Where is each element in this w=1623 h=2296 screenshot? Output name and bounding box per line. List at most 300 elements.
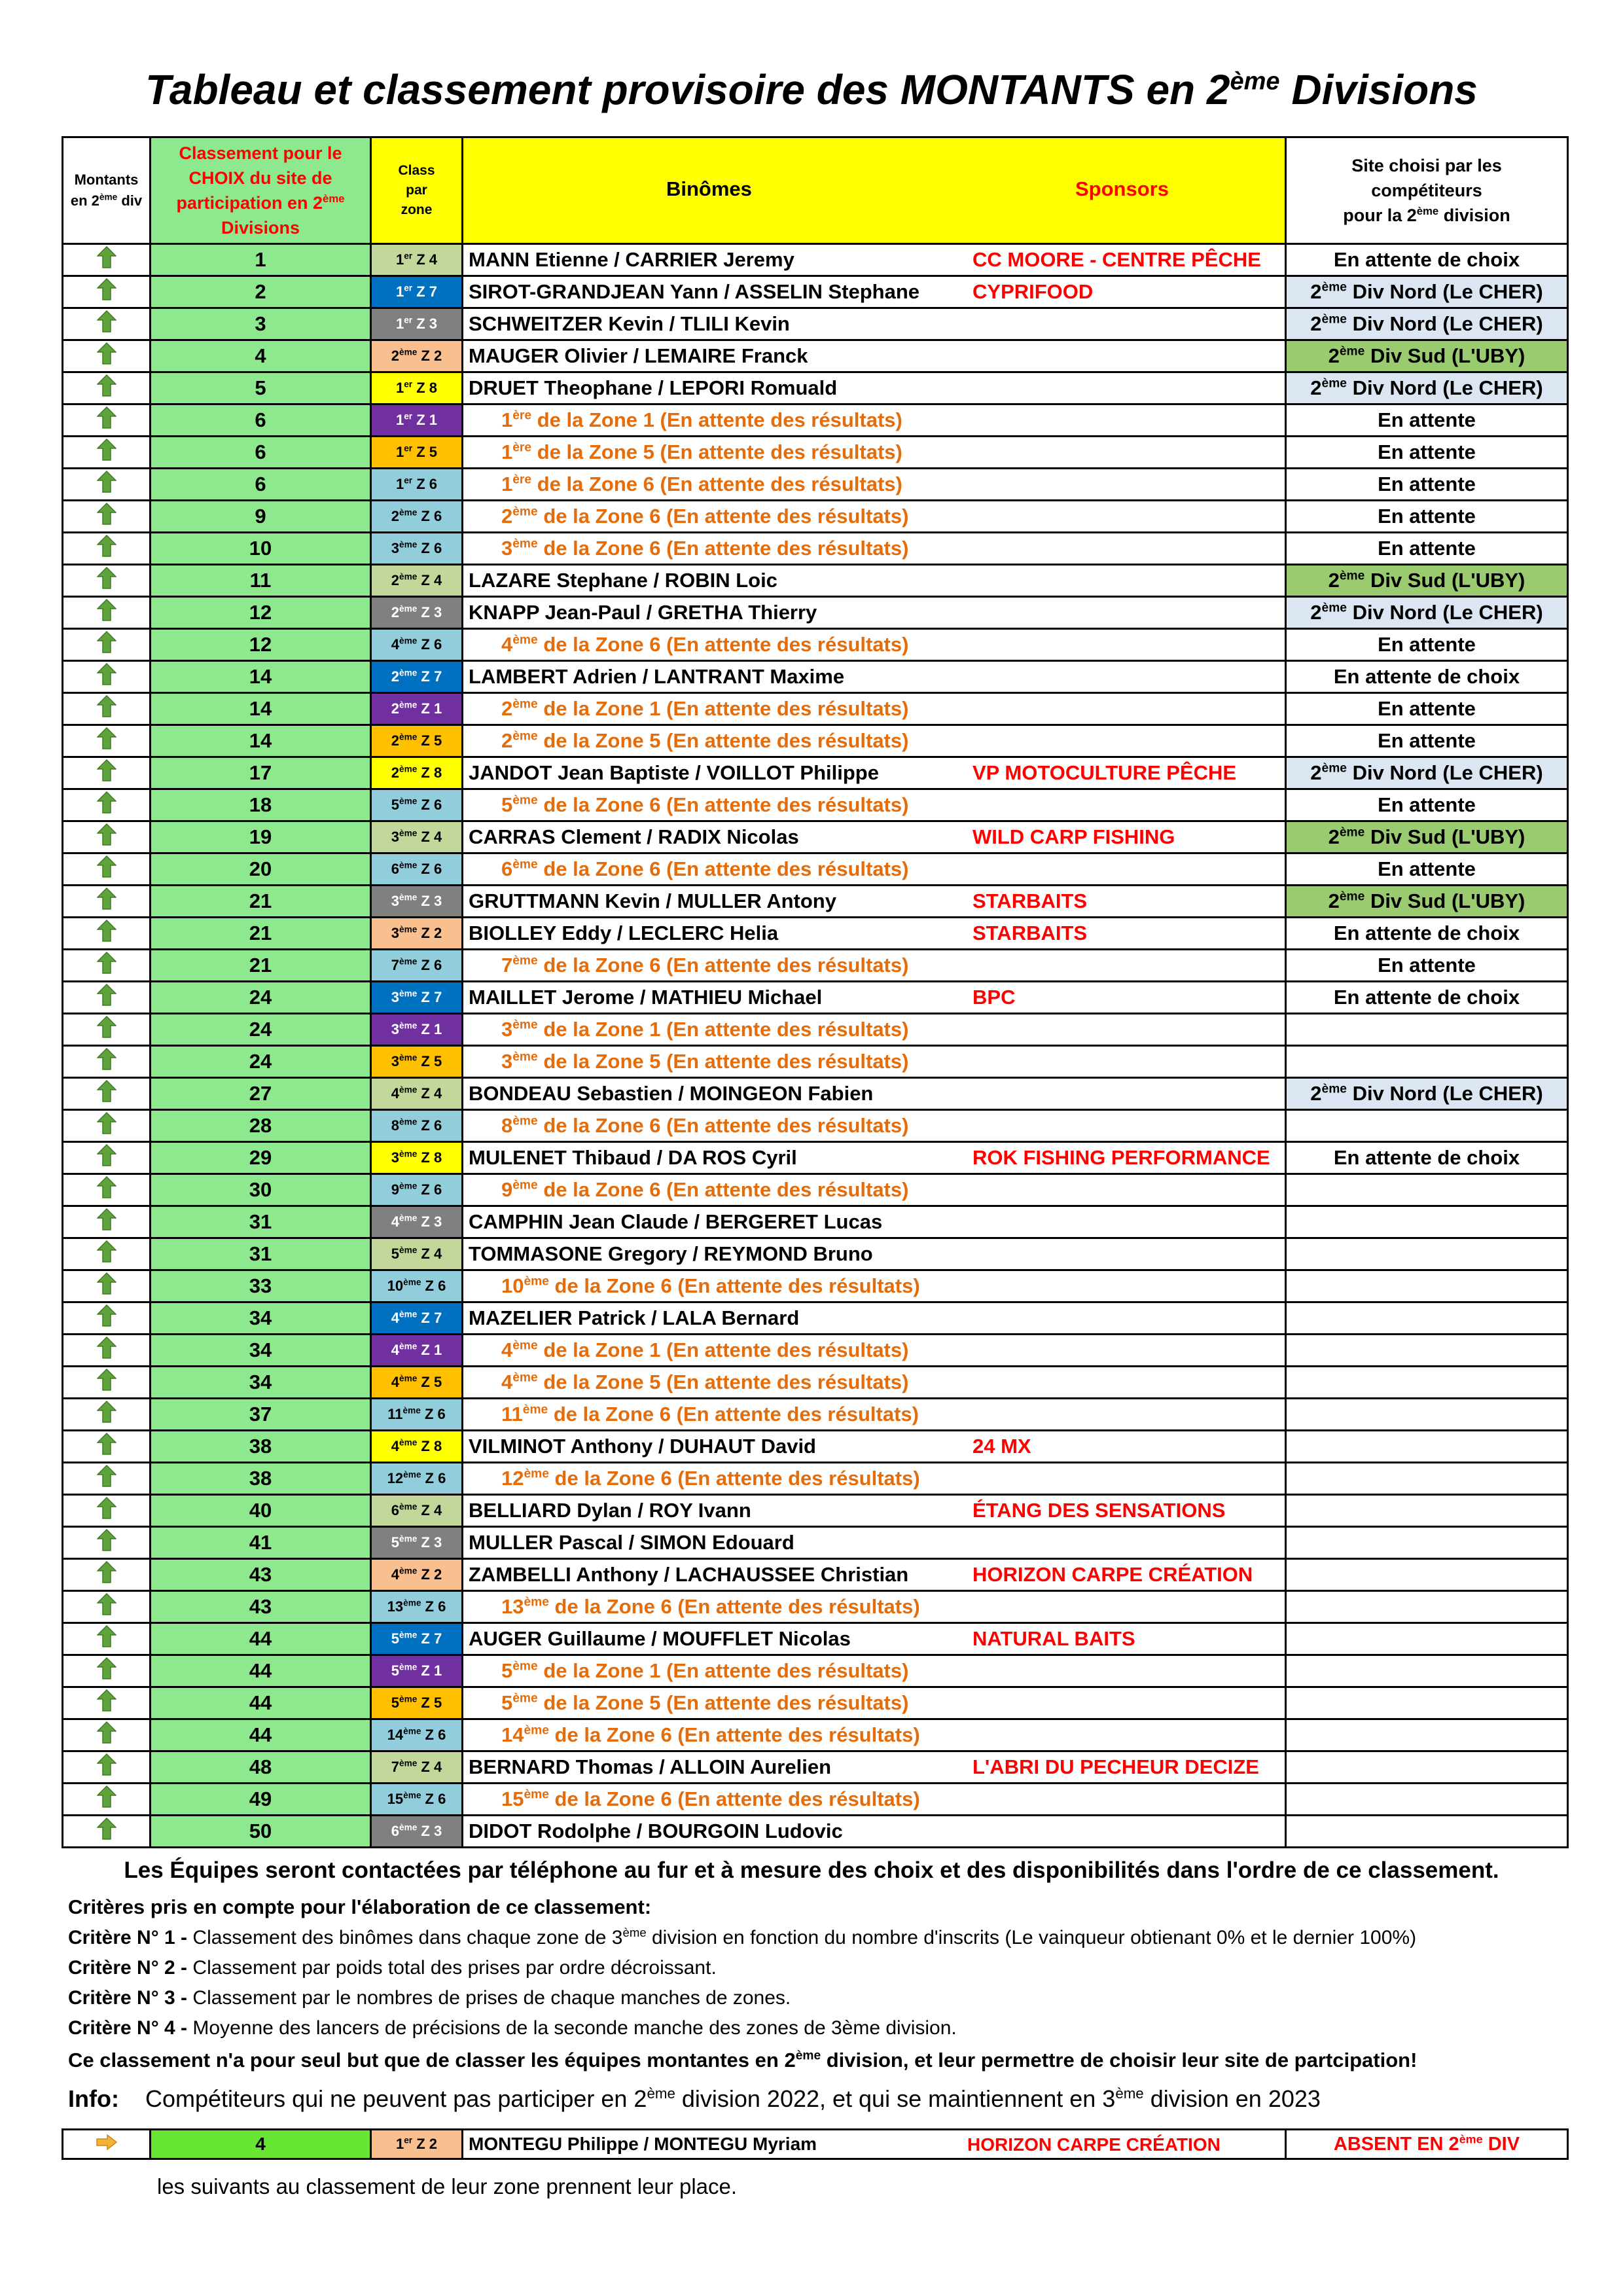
- binome-cell: ZAMBELLI Anthony / LACHAUSSEE Christian HORIZON CARPE CRÉATION: [463, 1559, 1286, 1591]
- zone-class-cell: 15ème Z 6: [371, 1784, 463, 1816]
- up-arrow-icon: [63, 918, 151, 950]
- up-arrow-icon: [63, 629, 151, 661]
- binome-cell: 5ème de la Zone 6 (En attente des résultats): [463, 789, 1286, 821]
- header-site-choisi: Site choisi par les compétiteurs pour la 2ème division: [1286, 137, 1568, 244]
- zone-class-cell: 2ème Z 6: [371, 501, 463, 533]
- site-choice-cell: [1286, 1302, 1568, 1335]
- rank-cell: 6: [151, 469, 371, 501]
- table-row: [63, 1142, 1568, 1174]
- page-title: Tableau et classement provisoire des MONTANTS en 2ème Divisions: [145, 66, 1478, 113]
- zone-class-cell: 2ème Z 8: [371, 757, 463, 789]
- table-row: [63, 1463, 1568, 1495]
- table-row: [63, 1655, 1568, 1687]
- table-row: [63, 1591, 1568, 1623]
- binome-cell: 13ème de la Zone 6 (En attente des résultats): [463, 1591, 1286, 1623]
- site-choice-cell: [1286, 1367, 1568, 1399]
- rank-cell: 27: [151, 1078, 371, 1110]
- table-row: [63, 340, 1568, 372]
- up-arrow-icon: [63, 1623, 151, 1655]
- up-arrow-icon: [63, 1367, 151, 1399]
- up-arrow-icon: [63, 1719, 151, 1751]
- site-choice-cell: [1286, 1559, 1568, 1591]
- site-choice-cell: [1286, 1174, 1568, 1206]
- table-row: [63, 372, 1568, 404]
- purpose-note: Ce classement n'a pour seul but que de classer les équipes montantes en 2ème division, et leur permettre de choisir leur site de partcipation!: [68, 2049, 1418, 2072]
- up-arrow-icon: [63, 821, 151, 853]
- zone-class-cell: 1er Z 4: [371, 244, 463, 276]
- binome-cell: 7ème de la Zone 6 (En attente des résultats): [463, 950, 1286, 982]
- table-row: [63, 308, 1568, 340]
- site-choice-cell: [1286, 1623, 1568, 1655]
- sponsor-label: L'ABRI DU PECHEUR DECIZE: [972, 1755, 1259, 1778]
- table-row: [63, 821, 1568, 853]
- binome-cell: 3ème de la Zone 1 (En attente des résultats): [463, 1014, 1286, 1046]
- up-arrow-icon: [63, 1302, 151, 1335]
- site-choice-cell: 2ème Div Nord (Le CHER): [1286, 276, 1568, 308]
- table-row: [63, 404, 1568, 437]
- up-arrow-icon: [63, 1078, 151, 1110]
- rank-cell: 14: [151, 725, 371, 757]
- up-arrow-icon: [63, 1784, 151, 1816]
- binome-cell: TOMMASONE Gregory / REYMOND Bruno: [463, 1238, 1286, 1270]
- binome-cell: 8ème de la Zone 6 (En attente des résultats): [463, 1110, 1286, 1142]
- absent-table: [62, 2128, 1569, 2160]
- table-row: [63, 565, 1568, 597]
- binome-cell: MULLER Pascal / SIMON Edouard: [463, 1527, 1286, 1559]
- binome-cell: JANDOT Jean Baptiste / VOILLOT Philippe VP MOTOCULTURE PÊCHE: [463, 757, 1286, 789]
- absent-row: [63, 2130, 1568, 2159]
- site-choice-cell: [1286, 1463, 1568, 1495]
- zone-class-cell: 4ème Z 5: [371, 1367, 463, 1399]
- up-arrow-icon: [63, 1751, 151, 1784]
- zone-class-cell: 11ème Z 6: [371, 1399, 463, 1431]
- rank-cell: 18: [151, 789, 371, 821]
- table-row: [63, 725, 1568, 757]
- binome-cell: 5ème de la Zone 5 (En attente des résultats): [463, 1687, 1286, 1719]
- table-row: [63, 1431, 1568, 1463]
- table-row: [63, 1784, 1568, 1816]
- zone-class-cell: 8ème Z 6: [371, 1110, 463, 1142]
- zone-class-cell: 2ème Z 7: [371, 661, 463, 693]
- binome-cell: 2ème de la Zone 1 (En attente des résultats): [463, 693, 1286, 725]
- criterion-line: Critère N° 1 - Classement des binômes dans chaque zone de 3ème division en fonction du nombre d'inscrits (Le vainqueur obtienant 0% et le dernier 100%): [68, 1926, 1417, 1948]
- binome-cell: DRUET Theophane / LEPORI Romuald: [463, 372, 1286, 404]
- rank-cell: 14: [151, 661, 371, 693]
- absent-sponsor: HORIZON CARPE CRÉATION: [967, 2134, 1221, 2155]
- table-row: [63, 1174, 1568, 1206]
- up-arrow-icon: [63, 950, 151, 982]
- up-arrow-icon: [63, 501, 151, 533]
- sponsor-label: CYPRIFOOD: [972, 280, 1094, 303]
- binome-cell: 14ème de la Zone 6 (En attente des résultats): [463, 1719, 1286, 1751]
- up-arrow-icon: [63, 276, 151, 308]
- zone-class-cell: 5ème Z 4: [371, 1238, 463, 1270]
- header-binomes: Binômes Sponsors: [463, 137, 1286, 244]
- up-arrow-icon: [63, 308, 151, 340]
- table-row: [63, 789, 1568, 821]
- table-row: [63, 1751, 1568, 1784]
- header-sponsors: Sponsors: [1075, 177, 1169, 200]
- table-row: [63, 1046, 1568, 1078]
- criterion-line: Critère N° 3 - Classement par le nombres de prises de chaque manches de zones.: [68, 1987, 791, 2009]
- table-row: [63, 1367, 1568, 1399]
- site-choice-cell: 2ème Div Sud (L'UBY): [1286, 340, 1568, 372]
- binome-cell: AUGER Guillaume / MOUFFLET Nicolas NATURAL BAITS: [463, 1623, 1286, 1655]
- zone-class-cell: 10ème Z 6: [371, 1270, 463, 1302]
- binome-cell: 9ème de la Zone 6 (En attente des résultats): [463, 1174, 1286, 1206]
- table-row: [63, 1495, 1568, 1527]
- rank-cell: 41: [151, 1527, 371, 1559]
- criteria-title: Critères pris en compte pour l'élaboration de ce classement:: [68, 1895, 652, 1918]
- site-choice-cell: En attente: [1286, 533, 1568, 565]
- up-arrow-icon: [63, 469, 151, 501]
- up-arrow-icon: [63, 1495, 151, 1527]
- up-arrow-icon: [63, 533, 151, 565]
- up-arrow-icon: [63, 1687, 151, 1719]
- binome-cell: BIOLLEY Eddy / LECLERC Helia STARBAITS: [463, 918, 1286, 950]
- binome-cell: GRUTTMANN Kevin / MULLER Antony STARBAITS: [463, 886, 1286, 918]
- site-choice-cell: [1286, 1687, 1568, 1719]
- ranking-rows: [63, 244, 1568, 1848]
- sponsor-label: STARBAITS: [972, 889, 1088, 912]
- table-row: [63, 469, 1568, 501]
- zone-class-cell: 3ème Z 6: [371, 533, 463, 565]
- zone-class-cell: 3ème Z 1: [371, 1014, 463, 1046]
- up-arrow-icon: [63, 789, 151, 821]
- rank-cell: 17: [151, 757, 371, 789]
- table-row: [63, 1687, 1568, 1719]
- up-arrow-icon: [63, 1431, 151, 1463]
- up-arrow-icon: [63, 886, 151, 918]
- table-row: [63, 693, 1568, 725]
- site-choice-cell: [1286, 1014, 1568, 1046]
- zone-class-cell: 6ème Z 4: [371, 1495, 463, 1527]
- rank-cell: 9: [151, 501, 371, 533]
- zone-class-cell: 1er Z 1: [371, 404, 463, 437]
- zone-class-cell: 7ème Z 6: [371, 950, 463, 982]
- rank-cell: 33: [151, 1270, 371, 1302]
- site-choice-cell: 2ème Div Sud (L'UBY): [1286, 565, 1568, 597]
- site-choice-cell: [1286, 1527, 1568, 1559]
- up-arrow-icon: [63, 1270, 151, 1302]
- table-row: [63, 757, 1568, 789]
- zone-class-cell: 1er Z 6: [371, 469, 463, 501]
- zone-class-cell: 6ème Z 6: [371, 853, 463, 886]
- table-row: [63, 1110, 1568, 1142]
- up-arrow-icon: [63, 661, 151, 693]
- binome-cell: BONDEAU Sebastien / MOINGEON Fabien: [463, 1078, 1286, 1110]
- site-choice-cell: En attente: [1286, 501, 1568, 533]
- site-choice-cell: [1286, 1784, 1568, 1816]
- table-row: [63, 1078, 1568, 1110]
- binome-cell: KNAPP Jean-Paul / GRETHA Thierry: [463, 597, 1286, 629]
- table-row: [63, 886, 1568, 918]
- site-choice-cell: En attente: [1286, 437, 1568, 469]
- site-choice-cell: [1286, 1110, 1568, 1142]
- site-choice-cell: 2ème Div Nord (Le CHER): [1286, 308, 1568, 340]
- zone-class-cell: 12ème Z 6: [371, 1463, 463, 1495]
- rank-cell: 38: [151, 1431, 371, 1463]
- table-row: [63, 1399, 1568, 1431]
- rank-cell: 50: [151, 1816, 371, 1848]
- rank-cell: 5: [151, 372, 371, 404]
- zone-class-cell: 2ème Z 4: [371, 565, 463, 597]
- rank-cell: 1: [151, 244, 371, 276]
- site-choice-cell: [1286, 1591, 1568, 1623]
- site-choice-cell: En attente de choix: [1286, 918, 1568, 950]
- site-choice-cell: En attente: [1286, 469, 1568, 501]
- rank-cell: 44: [151, 1687, 371, 1719]
- sponsor-label: CC MOORE - CENTRE PÊCHE: [972, 248, 1261, 271]
- rank-cell: 24: [151, 982, 371, 1014]
- up-arrow-icon: [63, 597, 151, 629]
- zone-class-cell: 4ème Z 4: [371, 1078, 463, 1110]
- site-choice-cell: 2ème Div Nord (Le CHER): [1286, 597, 1568, 629]
- table-row: [63, 501, 1568, 533]
- rank-cell: 14: [151, 693, 371, 725]
- site-choice-cell: [1286, 1816, 1568, 1848]
- table-row: [63, 1335, 1568, 1367]
- rank-cell: 48: [151, 1751, 371, 1784]
- binome-cell: MAILLET Jerome / MATHIEU Michael BPC: [463, 982, 1286, 1014]
- rank-cell: 10: [151, 533, 371, 565]
- binome-cell: 4ème de la Zone 5 (En attente des résultats): [463, 1367, 1286, 1399]
- rank-cell: 6: [151, 404, 371, 437]
- binome-cell: CARRAS Clement / RADIX Nicolas WILD CARP FISHING: [463, 821, 1286, 853]
- absent-rank: 4: [151, 2130, 371, 2159]
- up-arrow-icon: [63, 982, 151, 1014]
- up-arrow-icon: [63, 372, 151, 404]
- binome-cell: 11ème de la Zone 6 (En attente des résultats): [463, 1399, 1286, 1431]
- table-row: [63, 1719, 1568, 1751]
- table-row: [63, 661, 1568, 693]
- rank-cell: 31: [151, 1238, 371, 1270]
- table-row: [63, 918, 1568, 950]
- site-choice-cell: 2ème Div Sud (L'UBY): [1286, 886, 1568, 918]
- rank-cell: 21: [151, 918, 371, 950]
- rank-cell: 19: [151, 821, 371, 853]
- binome-cell: BERNARD Thomas / ALLOIN Aurelien L'ABRI DU PECHEUR DECIZE: [463, 1751, 1286, 1784]
- site-choice-cell: [1286, 1335, 1568, 1367]
- table-row: [63, 1270, 1568, 1302]
- table-row: [63, 1014, 1568, 1046]
- site-choice-cell: [1286, 1719, 1568, 1751]
- zone-class-cell: 1er Z 3: [371, 308, 463, 340]
- sponsor-label: STARBAITS: [972, 922, 1088, 944]
- binome-cell: 5ème de la Zone 1 (En attente des résultats): [463, 1655, 1286, 1687]
- binome-cell: 12ème de la Zone 6 (En attente des résultats): [463, 1463, 1286, 1495]
- site-choice-cell: En attente: [1286, 693, 1568, 725]
- rank-cell: 30: [151, 1174, 371, 1206]
- rank-cell: 11: [151, 565, 371, 597]
- binome-cell: 3ème de la Zone 6 (En attente des résultats): [463, 533, 1286, 565]
- zone-class-cell: 4ème Z 2: [371, 1559, 463, 1591]
- up-arrow-icon: [63, 725, 151, 757]
- up-arrow-icon: [63, 1463, 151, 1495]
- rank-cell: 24: [151, 1046, 371, 1078]
- up-arrow-icon: [63, 1559, 151, 1591]
- up-arrow-icon: [63, 1110, 151, 1142]
- table-row: [63, 533, 1568, 565]
- rank-cell: 6: [151, 437, 371, 469]
- binome-cell: 1ère de la Zone 5 (En attente des résultats): [463, 437, 1286, 469]
- site-choice-cell: En attente: [1286, 725, 1568, 757]
- up-arrow-icon: [63, 1527, 151, 1559]
- table-row: [63, 437, 1568, 469]
- up-arrow-icon: [63, 1591, 151, 1623]
- rank-cell: 44: [151, 1623, 371, 1655]
- zone-class-cell: 4ème Z 7: [371, 1302, 463, 1335]
- site-choice-cell: En attente de choix: [1286, 982, 1568, 1014]
- binome-cell: 15ème de la Zone 6 (En attente des résultats): [463, 1784, 1286, 1816]
- zone-class-cell: 5ème Z 7: [371, 1623, 463, 1655]
- zone-class-cell: 1er Z 5: [371, 437, 463, 469]
- criterion-line: Critère N° 2 - Classement par poids total des prises par ordre décroissant.: [68, 1957, 717, 1979]
- zone-class-cell: 3ème Z 5: [371, 1046, 463, 1078]
- up-arrow-icon: [63, 1174, 151, 1206]
- sponsor-label: VP MOTOCULTURE PÊCHE: [972, 761, 1237, 784]
- site-choice-cell: [1286, 1399, 1568, 1431]
- site-choice-cell: [1286, 1495, 1568, 1527]
- absent-status: ABSENT EN 2ème DIV: [1286, 2130, 1568, 2159]
- zone-class-cell: 13ème Z 6: [371, 1591, 463, 1623]
- sponsor-label: ÉTANG DES SENSATIONS: [972, 1499, 1226, 1522]
- binome-cell: 4ème de la Zone 6 (En attente des résultats): [463, 629, 1286, 661]
- binome-cell: SCHWEITZER Kevin / TLILI Kevin: [463, 308, 1286, 340]
- rank-cell: 29: [151, 1142, 371, 1174]
- up-arrow-icon: [63, 565, 151, 597]
- zone-class-cell: 9ème Z 6: [371, 1174, 463, 1206]
- up-arrow-icon: [63, 1014, 151, 1046]
- up-arrow-icon: [63, 853, 151, 886]
- up-arrow-icon: [63, 244, 151, 276]
- site-choice-cell: [1286, 1238, 1568, 1270]
- site-choice-cell: [1286, 1431, 1568, 1463]
- binome-cell: MAUGER Olivier / LEMAIRE Franck: [463, 340, 1286, 372]
- up-arrow-icon: [63, 1335, 151, 1367]
- zone-class-cell: 6ème Z 3: [371, 1816, 463, 1848]
- binome-cell: VILMINOT Anthony / DUHAUT David 24 MX: [463, 1431, 1286, 1463]
- rank-cell: 20: [151, 853, 371, 886]
- up-arrow-icon: [63, 1206, 151, 1238]
- sponsor-label: NATURAL BAITS: [972, 1627, 1135, 1650]
- zone-class-cell: 4ème Z 1: [371, 1335, 463, 1367]
- zone-class-cell: 5ème Z 1: [371, 1655, 463, 1687]
- table-row: [63, 1206, 1568, 1238]
- up-arrow-icon: [63, 757, 151, 789]
- zone-class-cell: 7ème Z 4: [371, 1751, 463, 1784]
- rank-cell: 21: [151, 886, 371, 918]
- binome-cell: DIDOT Rodolphe / BOURGOIN Ludovic: [463, 1816, 1286, 1848]
- criterion-line: Critère N° 4 - Moyenne des lancers de précisions de la seconde manche des zones de 3ème division.: [68, 2017, 957, 2039]
- binome-cell: 10ème de la Zone 6 (En attente des résultats): [463, 1270, 1286, 1302]
- absent-zone: 1er Z 2: [371, 2130, 463, 2159]
- up-arrow-icon: [63, 1238, 151, 1270]
- zone-class-cell: 14ème Z 6: [371, 1719, 463, 1751]
- rank-cell: 44: [151, 1655, 371, 1687]
- site-choice-cell: En attente de choix: [1286, 244, 1568, 276]
- ranking-table: [62, 136, 1569, 1848]
- table-row: [63, 982, 1568, 1014]
- absent-binome: MONTEGU Philippe / MONTEGU Myriam HORIZON CARPE CRÉATION: [463, 2130, 1286, 2159]
- site-choice-cell: En attente: [1286, 629, 1568, 661]
- info-line: Info: Compétiteurs qui ne peuvent pas participer en 2ème division 2022, et qui se maintiennent en 3ème division en 2023: [68, 2085, 1321, 2112]
- site-choice-cell: 2ème Div Nord (Le CHER): [1286, 757, 1568, 789]
- rank-cell: 24: [151, 1014, 371, 1046]
- rank-cell: 40: [151, 1495, 371, 1527]
- table-row: [63, 276, 1568, 308]
- site-choice-cell: 2ème Div Nord (Le CHER): [1286, 1078, 1568, 1110]
- site-choice-cell: [1286, 1206, 1568, 1238]
- binome-cell: 2ème de la Zone 5 (En attente des résultats): [463, 725, 1286, 757]
- table-row: [63, 1623, 1568, 1655]
- zone-class-cell: 2ème Z 5: [371, 725, 463, 757]
- rank-cell: 38: [151, 1463, 371, 1495]
- rank-cell: 28: [151, 1110, 371, 1142]
- rank-cell: 12: [151, 597, 371, 629]
- zone-class-cell: 4ème Z 3: [371, 1206, 463, 1238]
- site-choice-cell: En attente de choix: [1286, 661, 1568, 693]
- rank-cell: 21: [151, 950, 371, 982]
- replacement-note: les suivants au classement de leur zone prennent leur place.: [157, 2174, 738, 2198]
- table-row: [63, 244, 1568, 276]
- rank-cell: 34: [151, 1367, 371, 1399]
- site-choice-cell: [1286, 1046, 1568, 1078]
- site-choice-cell: En attente de choix: [1286, 1142, 1568, 1174]
- header-class-par-zone: Class par zone: [371, 137, 463, 244]
- rank-cell: 49: [151, 1784, 371, 1816]
- up-arrow-icon: [63, 1816, 151, 1848]
- header-montants: Montants en 2ème div: [63, 137, 151, 244]
- rank-cell: 34: [151, 1302, 371, 1335]
- up-arrow-icon: [63, 437, 151, 469]
- binome-cell: MANN Etienne / CARRIER Jeremy CC MOORE - CENTRE PÊCHE: [463, 244, 1286, 276]
- zone-class-cell: 3ème Z 4: [371, 821, 463, 853]
- binome-cell: BELLIARD Dylan / ROY Ivann ÉTANG DES SENSATIONS: [463, 1495, 1286, 1527]
- zone-class-cell: 3ème Z 2: [371, 918, 463, 950]
- rank-cell: 37: [151, 1399, 371, 1431]
- sponsor-label: HORIZON CARPE CRÉATION: [972, 1563, 1253, 1586]
- up-arrow-icon: [63, 693, 151, 725]
- binome-cell: CAMPHIN Jean Claude / BERGERET Lucas: [463, 1206, 1286, 1238]
- sponsor-label: 24 MX: [972, 1435, 1031, 1458]
- rank-cell: 34: [151, 1335, 371, 1367]
- header-classement-choix: Classement pour le CHOIX du site de participation en 2ème Divisions: [151, 137, 371, 244]
- right-arrow-icon: [63, 2130, 151, 2159]
- binome-cell: LAZARE Stephane / ROBIN Loic: [463, 565, 1286, 597]
- binome-cell: LAMBERT Adrien / LANTRANT Maxime: [463, 661, 1286, 693]
- site-choice-cell: [1286, 1655, 1568, 1687]
- zone-class-cell: 4ème Z 8: [371, 1431, 463, 1463]
- rank-cell: 12: [151, 629, 371, 661]
- table-row: [63, 1527, 1568, 1559]
- sponsor-label: WILD CARP FISHING: [972, 825, 1175, 848]
- binome-cell: MAZELIER Patrick / LALA Bernard: [463, 1302, 1286, 1335]
- table-row: [63, 597, 1568, 629]
- zone-class-cell: 5ème Z 6: [371, 789, 463, 821]
- site-choice-cell: [1286, 1270, 1568, 1302]
- rank-cell: 2: [151, 276, 371, 308]
- zone-class-cell: 3ème Z 7: [371, 982, 463, 1014]
- rank-cell: 43: [151, 1559, 371, 1591]
- zone-class-cell: 3ème Z 3: [371, 886, 463, 918]
- zone-class-cell: 2ème Z 3: [371, 597, 463, 629]
- up-arrow-icon: [63, 1046, 151, 1078]
- table-row: [63, 950, 1568, 982]
- sponsor-label: ROK FISHING PERFORMANCE: [972, 1146, 1270, 1169]
- table-row: [63, 1238, 1568, 1270]
- up-arrow-icon: [63, 1142, 151, 1174]
